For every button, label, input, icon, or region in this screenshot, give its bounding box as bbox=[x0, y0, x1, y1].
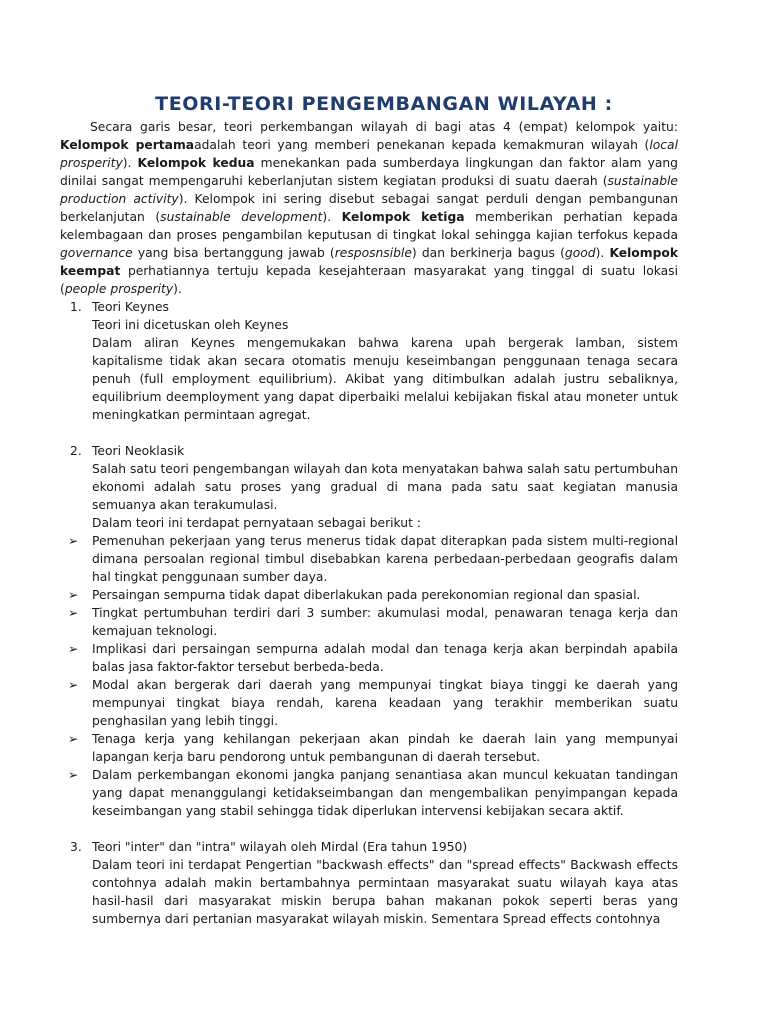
spacer bbox=[60, 424, 678, 442]
bullet-text: Persaingan sempurna tidak dapat diberlakukan pada perekonomian regional dan spasial. bbox=[92, 588, 641, 602]
section-1-paragraph: Dalam aliran Keynes mengemukakan bahwa karena upah bergerak lamban, sistem kapitalisme tidak akan secara otomatis menuju keseimbangan penggunaan tenaga secara penuh (full employment equilibrium). Akibat yang ditimbulkan adalah justru sebaliknya, equilibrium deemployment yang dapat diperbaiki melalui kebijakan fiskal atau moneter untuk meningkatkan permintaan agregat. bbox=[92, 336, 678, 422]
intro-italic: local prosperity bbox=[60, 138, 678, 170]
intro-text: ). Kelompok ini sering disebut sebagai sangat perduli dengan pembangunan berkelanjutan ( bbox=[60, 192, 678, 224]
bullet-text: Modal akan bergerak dari daerah yang mempunyai tingkat biaya tinggi ke daerah yang mempunyai tingkat biaya rendah, karena keadaan yang terakhir memberikan suatu penghasilan yang lebih tinggi. bbox=[92, 678, 678, 728]
intro-italic: governance bbox=[60, 246, 133, 260]
spacer bbox=[60, 820, 678, 838]
arrow-bullet-icon: ➢ bbox=[68, 732, 79, 746]
bullet-item bbox=[60, 604, 678, 640]
intro-italic: people prosperity bbox=[64, 282, 174, 296]
bullet-text: Dalam perkembangan ekonomi jangka panjang senantiasa akan muncul kekuatan tandingan yang dapat menanggulangi ketidakseimbangan dan mengembalikan penyimpangan kepada keseimbangan yang stabil sehingga tidak diperlukan intervensi kebijakan secara aktif. bbox=[92, 768, 678, 818]
intro-bold: Kelompok kedua bbox=[137, 156, 255, 170]
intro-text: perhatiannya tertuju kepada kesejahteraan masyarakat yang tinggal di suatu lokasi ( bbox=[60, 264, 678, 296]
intro-text: ) dan berkinerja bagus ( bbox=[411, 246, 565, 260]
bullet-text: Tingkat pertumbuhan terdiri dari 3 sumber: akumulasi modal, penawaran tenaga kerja dan kemajuan teknologi. bbox=[92, 606, 678, 638]
section-2-heading bbox=[60, 442, 678, 460]
intro-text: ). bbox=[322, 210, 342, 224]
bullet-text: Implikasi dari persaingan sempurna adalah modal dan tenaga kerja akan berpindah apabila balas jasa faktor-faktor tersebut berbeda-beda. bbox=[92, 642, 678, 674]
intro-bold: Kelompok ketiga bbox=[341, 210, 465, 224]
document-title: TEORI-TEORI PENGEMBANGAN WILAYAH : bbox=[155, 93, 613, 115]
intro-text: menekankan pada sumberdaya lingkungan dan faktor alam yang dinilai sangat mempengaruhi keberlanjutan sistem kegiatan produksi di suatu daerah ( bbox=[60, 156, 678, 188]
arrow-bullet-icon: ➢ bbox=[68, 678, 79, 692]
section-3-paragraph: Dalam teori ini terdapat Pengertian "backwash effects" dan "spread effects" Backwash effects contohnya adalah makin bertambahnya permintaan masyarakat suatu wilayah kaya atas hasil-hasil dari masyarakat miskin berupa bahan makanan pokok seperti beras yang sumbernya dari pertanian masyarakat wilayah miskin. Sementara Spread effects contohnya bbox=[92, 858, 678, 926]
section-3-heading bbox=[60, 838, 678, 856]
section-number: 2. bbox=[70, 444, 82, 458]
section-1-line: Teori ini dicetuskan oleh Keynes bbox=[92, 318, 289, 332]
intro-italic: good bbox=[564, 246, 596, 260]
intro-text: yang bisa bertanggung jawab ( bbox=[132, 246, 335, 260]
section-number: 3. bbox=[70, 840, 82, 854]
arrow-bullet-icon: ➢ bbox=[68, 642, 79, 656]
arrow-bullet-icon: ➢ bbox=[68, 606, 79, 620]
intro-bold: Kelompok keempat bbox=[60, 246, 678, 278]
intro-bold: Kelompok pertama bbox=[60, 138, 195, 152]
intro-text: ). bbox=[173, 282, 182, 296]
intro-italic: sustainable production activity bbox=[60, 174, 678, 206]
section-2-paragraph: Salah satu teori pengembangan wilayah dan kota menyatakan bahwa salah satu pertumbuhan ekonomi adalah satu proses yang gradual di mana pada satu saat kegiatan manusia semuanya akan terakumulasi. bbox=[92, 462, 678, 512]
bullet-item bbox=[60, 766, 678, 820]
bullet-text: Tenaga kerja yang kehilangan pekerjaan akan pindah ke daerah lain yang mempunyai lapangan kerja baru pendorong untuk pembangunan di daerah tersebut. bbox=[92, 732, 678, 764]
section-2-line: Dalam teori ini terdapat pernyataan sebagai berikut : bbox=[92, 516, 421, 530]
intro-text: ). bbox=[595, 246, 610, 260]
bullet-item bbox=[60, 532, 678, 586]
intro-text: memberikan perhatian kepada kelembagaan dan proses pengambilan keputusan di tingkat lokal sehingga kajian terfokus kepada bbox=[60, 210, 678, 242]
section-1-heading bbox=[60, 298, 678, 316]
intro-text: adalah teori yang memberi penekanan kepada kemakmuran wilayah ( bbox=[194, 138, 650, 152]
intro-italic: sustainable development bbox=[160, 210, 323, 224]
section-title: Teori "inter" dan "intra" wilayah oleh Mirdal (Era tahun 1950) bbox=[92, 840, 468, 854]
intro-text: ). bbox=[122, 156, 138, 170]
intro-text: Secara garis besar, teori perkembangan wilayah di bagi atas 4 (empat) kelompok yaitu: bbox=[90, 120, 678, 134]
bullet-text: Pemenuhan pekerjaan yang terus menerus tidak dapat diterapkan pada sistem multi-regional dimana persoalan regional timbul disebabkan karena perbedaan-perbedaan geografis dalam hal tingkat penggunaan sumber daya. bbox=[92, 534, 678, 584]
bullet-item bbox=[60, 586, 678, 604]
intro-paragraph bbox=[60, 118, 678, 298]
arrow-bullet-icon: ➢ bbox=[68, 588, 79, 602]
section-number: 1. bbox=[70, 300, 82, 314]
document-body bbox=[60, 118, 678, 928]
section-title: Teori Neoklasik bbox=[92, 444, 185, 458]
arrow-bullet-icon: ➢ bbox=[68, 534, 79, 548]
intro-italic: resposnsible bbox=[334, 246, 412, 260]
bullet-item bbox=[60, 640, 678, 676]
arrow-bullet-icon: ➢ bbox=[68, 768, 79, 782]
section-title: Teori Keynes bbox=[92, 300, 169, 314]
bullet-item bbox=[60, 730, 678, 766]
bullet-item bbox=[60, 676, 678, 730]
